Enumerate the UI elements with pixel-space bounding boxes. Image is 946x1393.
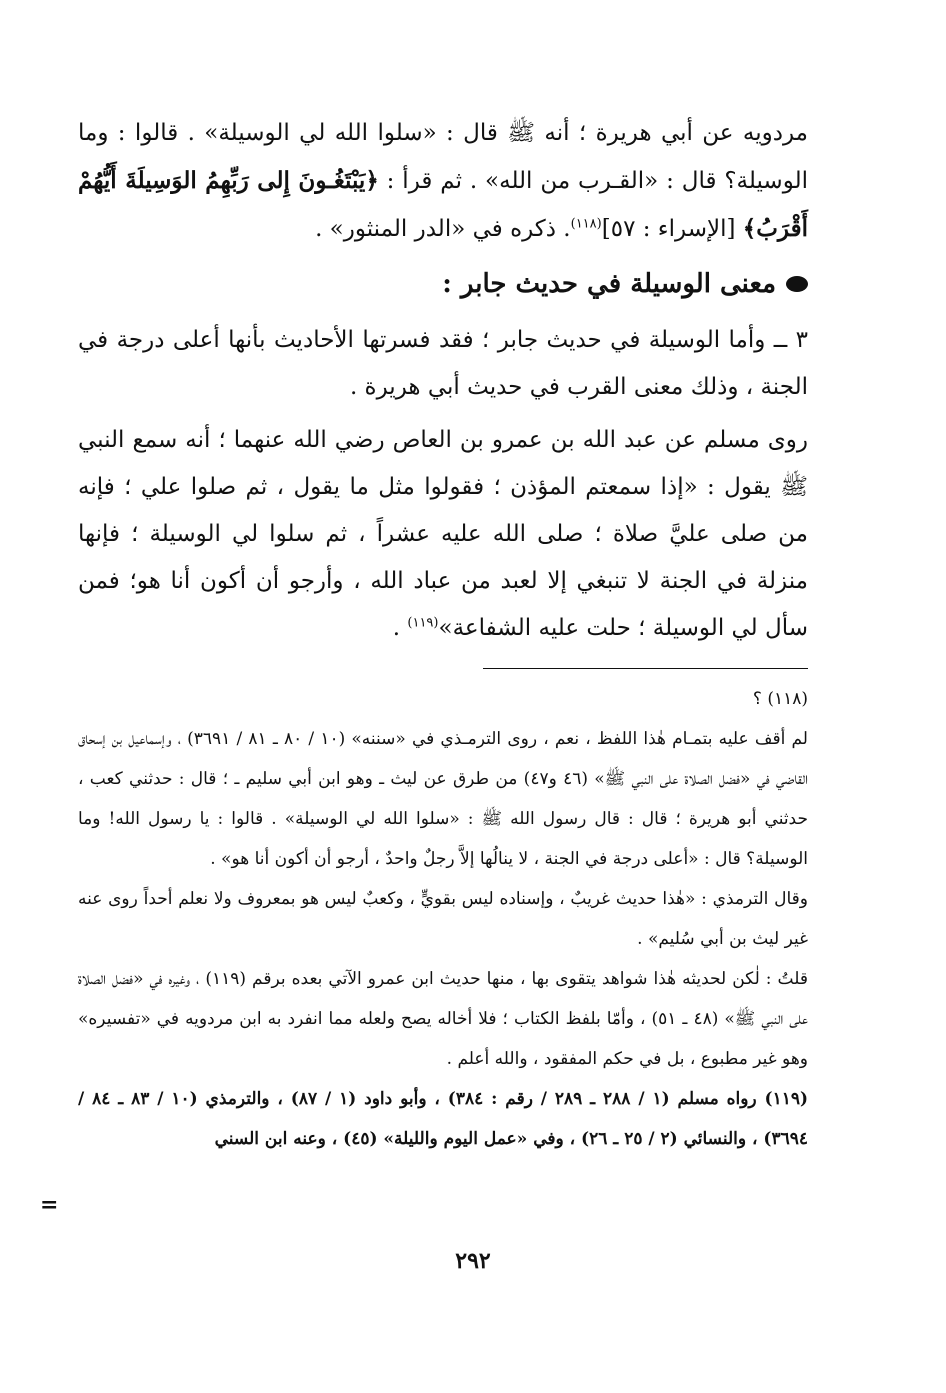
p1-line1: مردويه عن أبي هريرة ؛ أنه ﷺ قال : «سلوا الله لي الوسيلة» . قالوا : وما الوسيلة؟: [78, 120, 808, 194]
p1-citation: [الإسراء : ٥٧]: [601, 216, 736, 242]
paragraph-1: [78, 110, 808, 253]
footnote-118-p3: قلتُ : لٰكن لحديثه هٰذا شواهد يتقوى بها ، منها حديث ابن عمرو الآتي بعده برقم (١١٩) ، وغيره في «فضل الصلاة على النبي ﷺ» (٤٨ ـ ٥١) ، وأمّا بلفظ الكتاب ؛ فلا أخاله يصح ولعله مما انفرد به ابن مردويه في «تفسيره» وهو غير مطبوع ، بل في حكم المفقود ، والله أعلم .: [78, 969, 809, 1069]
page-content: [78, 110, 808, 1159]
footnote-118-p2: وقال الترمذي : «هٰذا حديث غريبٌ ، وإسناده ليس بقويٍّ ، وكعبٌ ليس هو بمعروف ولا نعلم أحداً روى عنه غير ليث بن أبي سُليم» .: [78, 889, 808, 949]
paragraph-2: ٣ ــ وأما الوسيلة في حديث جابر ؛ فقد فسرتها الأحاديث بأنها أعلى درجة في الجنة ، وذلك معنى القرب في حديث أبي هريرة .: [78, 327, 808, 400]
footnote-118-head: (١١٨) ؟: [752, 689, 808, 709]
footnote-118-p1: لم أقف عليه بتمـام هٰذا اللفظ ، نعم ، روى الترمـذي في «سننه» (١٠ / ٨٠ ـ ٨١ / ٣٦٩١) ، وإسماعيل بن إسحاق القاضي في «فضل الصلاة على النبي ﷺ» (٤٦ و٤٧) من طرق عن ليث ـ وهو ابن أبي سليم ـ ؛ قال : حدثني كعب ، حدثني أبو هريرة ؛ قال : قال رسول الله ﷺ : «سلوا الله لي الوسيلة» . قالوا : يا رسول الله! وما الوسيلة؟ قال : «أعلى درجة في الجنة ، لا ينالُها إلاَّ رجلٌ واحدٌ ، أرجو أن أكون أنا هو» .: [78, 729, 808, 869]
footnote-ref-118[interactable]: (١١٨): [570, 216, 602, 232]
p3-end: .: [392, 615, 408, 641]
main-text: [78, 110, 808, 652]
section-heading: [78, 259, 808, 309]
paragraph-3: [78, 417, 808, 652]
continuation-mark: =: [40, 1192, 59, 1218]
footnote-ref-119[interactable]: (١١٩): [407, 615, 439, 631]
page-number: ٢٩٢: [455, 1248, 491, 1274]
heading-text: معنى الوسيلة في حديث جابر :: [442, 269, 776, 299]
p1-line2: قال : «القـرب من الله» . ثم قرأ :: [378, 168, 717, 194]
p1-source: . ذكره في «الدر المنثور» .: [315, 216, 571, 242]
footnote-119: (١١٩) رواه مسلم (١ / ٢٨٨ ـ ٢٨٩ / رقم : ٣٨٤) ، وأبو داود (١ / ٨٧) ، والترمذي (١٠ / ٨٣ ـ ٨٤ / ٣٦٩٤) ، والنسائي (٢ / ٢٥ ـ ٢٦) ، وفي «عمل اليوم والليلة» (٤٥) ، وعنه ابن السني: [78, 1089, 809, 1149]
bullet-icon: [786, 276, 808, 292]
p3-text: روى مسلم عن عبد الله بن عمرو بن العاص رضي الله عنهما ؛ أنه سمع النبي ﷺ يقول : «إذا سمعتم المؤذن ؛ فقولوا مثل ما يقول ، ثم صلوا علي ؛ فإنه من صلى عليَّ صلاة ؛ صلى الله عليه عشراً ، ثم سلوا لي الوسيلة ؛ فإنها منزلة في الجنة لا تنبغي إلا لعبد من عباد الله ، وأرجو أن أكون أنا هو؛ فمن سأل لي الوسيلة ؛ حلت عليه الشفاعة»: [78, 427, 808, 641]
quran-verse: ﴿يَبْتَغُـونَ إِلى رَبِّهِمُ الوَسِيلَةَ أَيُّهُمْ أَقْرَبُ﴾: [78, 167, 808, 242]
footnotes: [78, 679, 808, 1159]
footnote-divider: [483, 668, 808, 669]
